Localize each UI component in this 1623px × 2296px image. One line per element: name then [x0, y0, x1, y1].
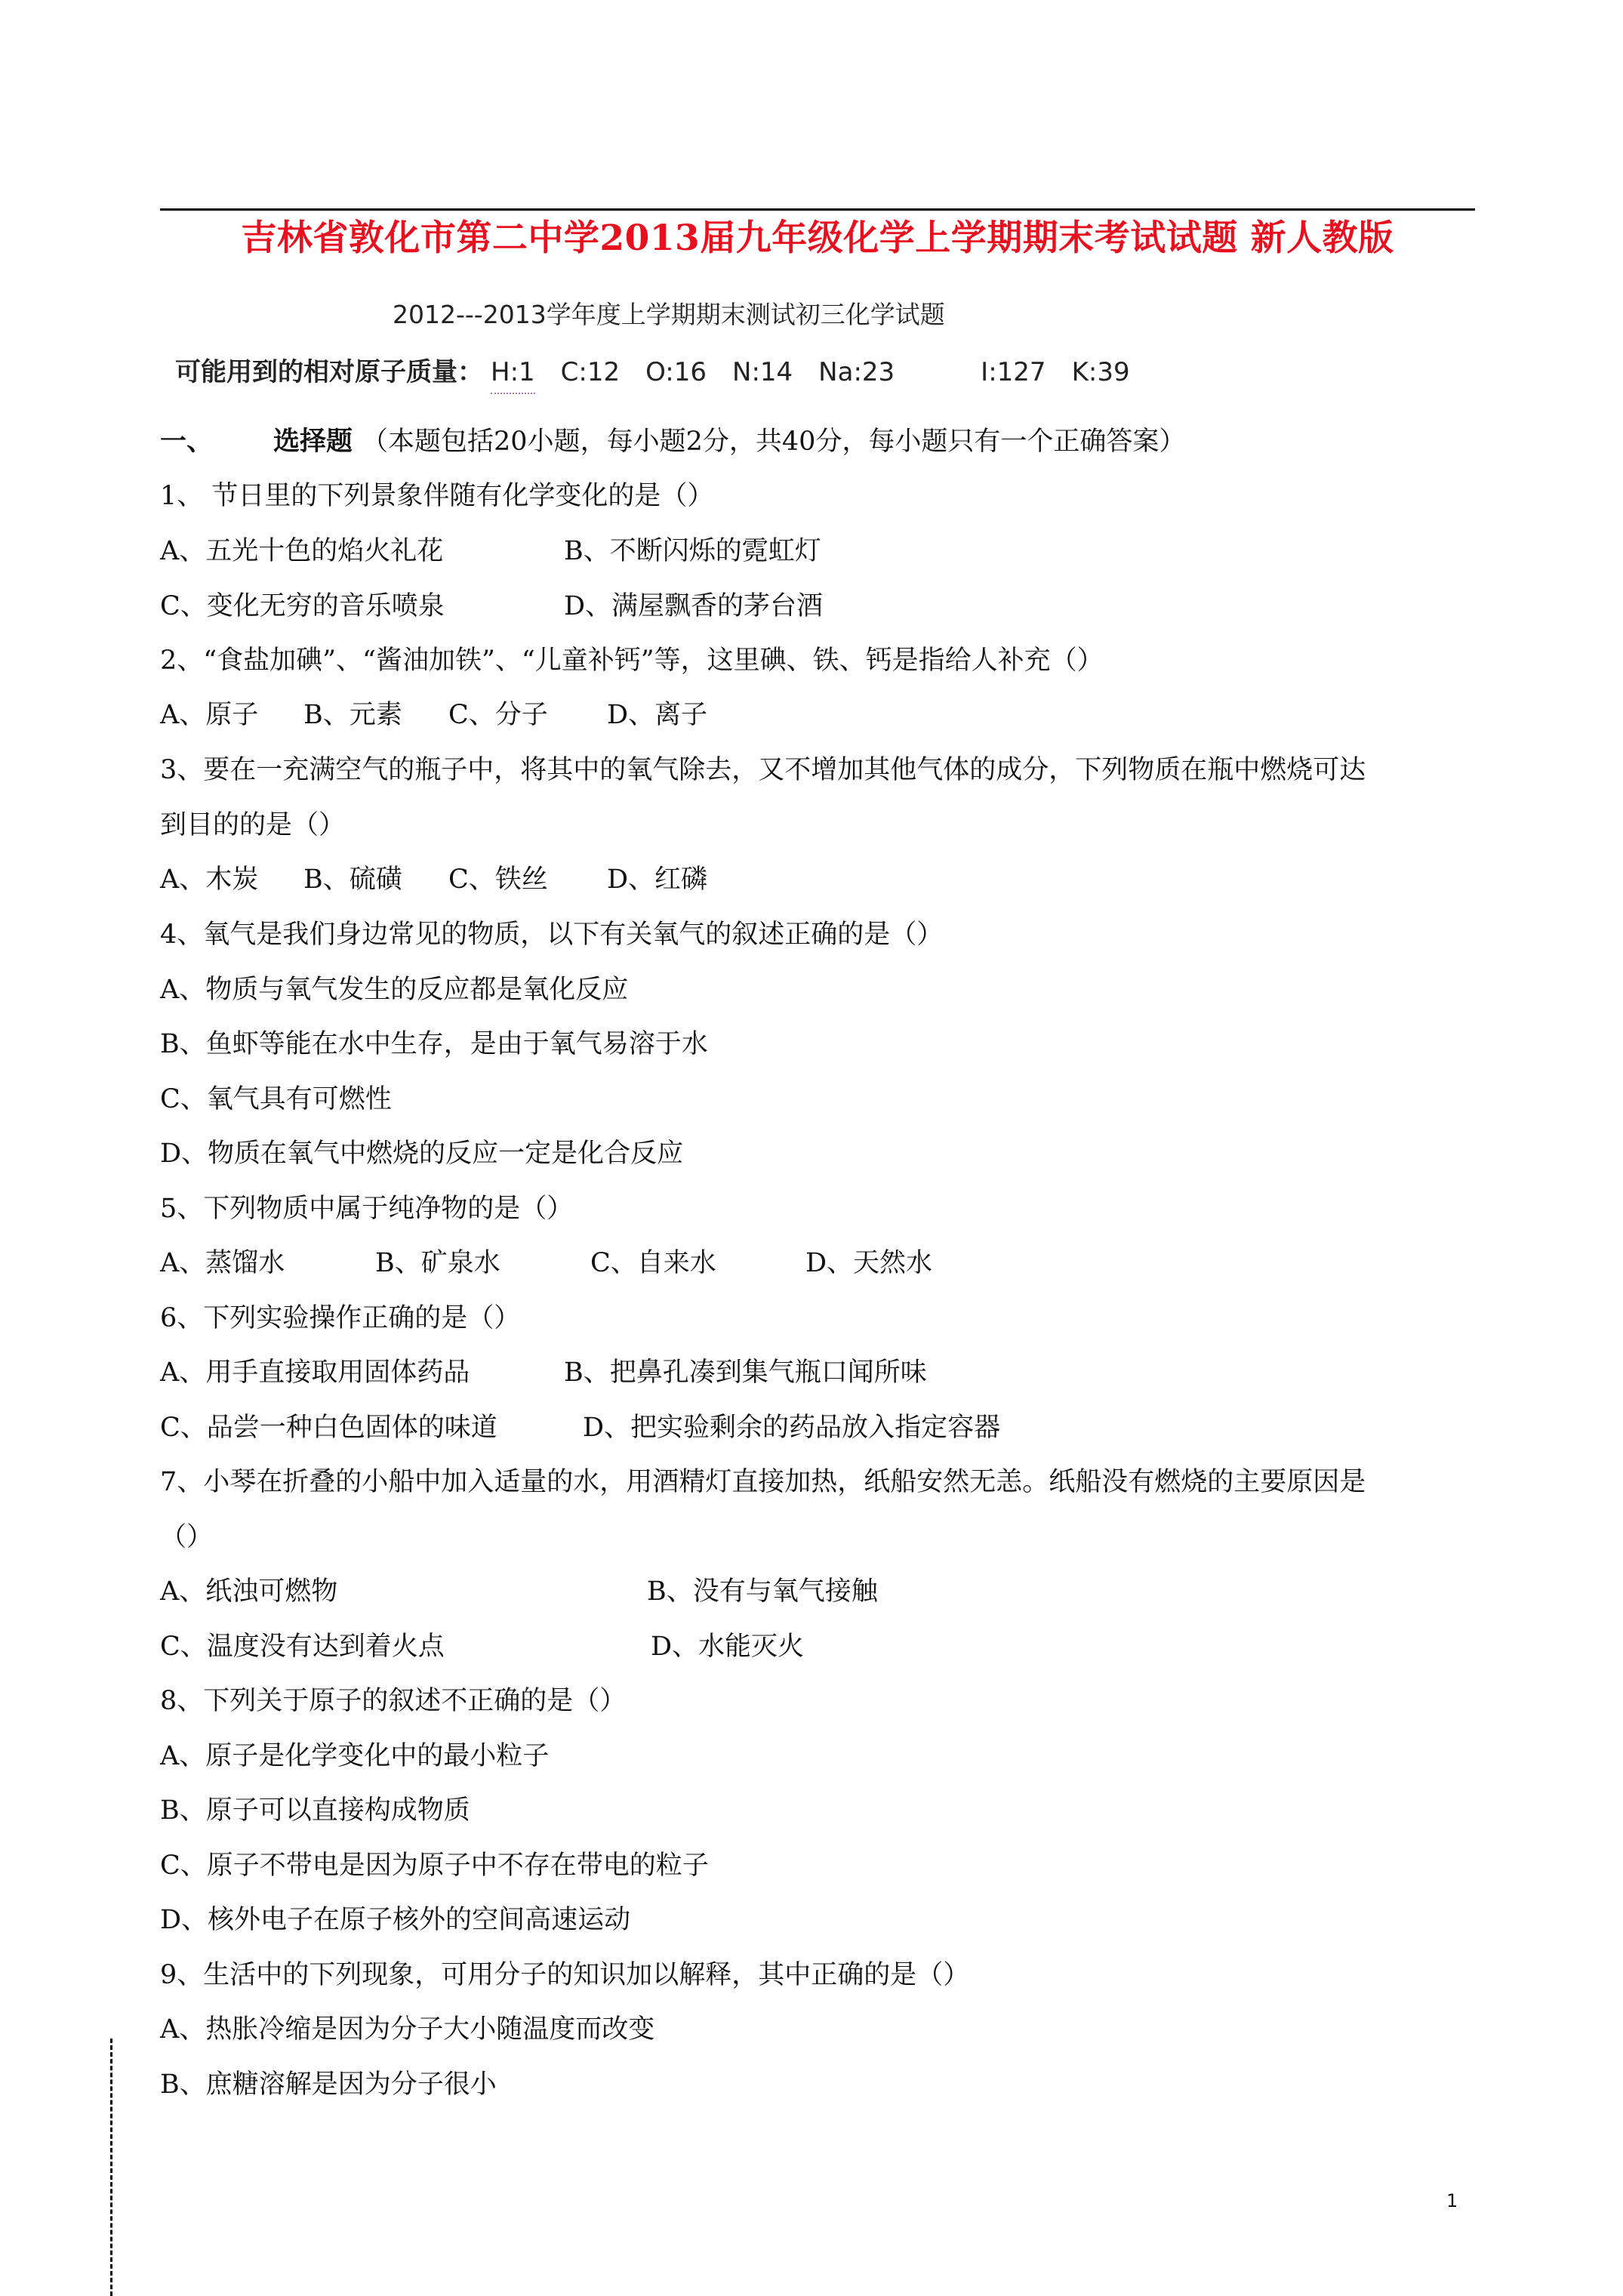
option-c: C、氧气具有可燃性 [160, 1084, 392, 1114]
option-c: C、分子 [448, 700, 548, 730]
option-a: A、木炭 [160, 864, 259, 895]
question-options-row [160, 1409, 1000, 1447]
question-stem-3-continued: 到目的的是（） [160, 810, 346, 840]
option-b: B、鱼虾等能在水中生存，是由于氧气易溶于水 [160, 1029, 708, 1059]
atomic-mass-o: O:16 [645, 357, 707, 387]
option-b: B、庶糖溶解是因为分子很小 [160, 2069, 497, 2100]
question-stem-9: 9、生活中的下列现象，可用分子的知识加以解释，其中正确的是（） [160, 1960, 970, 1990]
section-number: 一、 [160, 426, 214, 457]
question-options-row [160, 1628, 804, 1666]
option-a: A、纸浊可燃物 [160, 1576, 338, 1607]
section-instructions: （本题包括20小题，每小题2分，共40分，每小题只有一个正确答案） [362, 427, 1186, 457]
option-d: D、红磷 [607, 864, 708, 895]
question-stem-2: 2、“食盐加碘”、“酱油加铁”、“儿童补钙”等，这里碘、铁、钙是指给人补充（） [160, 646, 1104, 676]
atomic-mass-line [175, 352, 1156, 394]
option-a: A、蒸馏水 [160, 1248, 285, 1278]
section-name: 选择题 [273, 426, 353, 457]
option-c: C、品尝一种白色固体的味道 [160, 1413, 497, 1443]
question-stem-3: 3、要在一充满空气的瓶子中，将其中的氧气除去，又不增加其他气体的成分，下列物质在瓶中燃烧可达 [160, 755, 1366, 785]
option-c: C、自来水 [590, 1248, 716, 1278]
option-d: D、满屋飘香的茅台酒 [564, 591, 824, 621]
question-stem-4: 4、氧气是我们身边常见的物质，以下有关氧气的叙述正确的是（） [160, 920, 944, 950]
option-d: D、核外电子在原子核外的空间高速运动 [160, 1905, 631, 1935]
option-c: C、温度没有达到着火点 [160, 1632, 445, 1662]
option-d: D、水能灭火 [651, 1632, 805, 1662]
document-title: 吉林省敦化市第二中学2013届九年级化学上学期期末考试试题 新人教版 [241, 217, 1394, 259]
option-a: A、物质与氧气发生的反应都是氧化反应 [160, 975, 629, 1005]
option-c: C、铁丝 [448, 864, 548, 895]
option-b: B、把鼻孔凑到集气瓶口闻所味 [564, 1358, 927, 1388]
question-stem-1: 1、 节日里的下列景象伴随有化学变化的是（） [160, 481, 714, 511]
option-a: A、原子 [160, 700, 259, 730]
atomic-mass-c: C:12 [560, 357, 621, 387]
question-stem-8: 8、下列关于原子的叙述不正确的是（） [160, 1686, 627, 1716]
option-c: C、变化无穷的音乐喷泉 [160, 591, 445, 621]
question-options-row [160, 1244, 932, 1282]
page-number: 1 [1446, 2190, 1458, 2211]
option-d: D、离子 [607, 700, 708, 730]
question-options-row [160, 1354, 927, 1391]
exam-title: 2012---2013学年度上学期期末测试初三化学试题 [393, 300, 945, 329]
question-options-row [160, 1573, 878, 1610]
question-stem-7-continued: （） [160, 1522, 214, 1552]
option-d: D、物质在氧气中燃烧的反应一定是化合反应 [160, 1139, 684, 1169]
option-b: B、硫磺 [303, 864, 402, 895]
question-stem-7: 7、小琴在折叠的小船中加入适量的水，用酒精灯直接加热，纸船安然无恙。纸船没有燃烧的主要原因是 [160, 1467, 1366, 1497]
header-rule [160, 208, 1475, 211]
question-options-row [160, 587, 823, 625]
question-stem-6: 6、下列实验操作正确的是（） [160, 1303, 521, 1333]
section-heading [160, 423, 1185, 461]
option-a: A、五光十色的焰火礼花 [160, 536, 444, 566]
option-c: C、原子不带电是因为原子中不存在带电的粒子 [160, 1851, 709, 1881]
binding-margin-dashed-line [110, 2039, 112, 2296]
atomic-mass-n: N:14 [732, 357, 793, 387]
atomic-mass-na: Na:23 [818, 357, 895, 387]
option-a: A、用手直接取用固体药品 [160, 1358, 470, 1388]
question-options-row [160, 696, 707, 734]
option-b: B、没有与氧气接触 [647, 1576, 878, 1607]
option-d: D、天然水 [805, 1248, 933, 1278]
atomic-mass-i: I:127 [981, 357, 1046, 387]
question-options-row [160, 861, 707, 898]
question-stem-5: 5、下列物质中属于纯净物的是（） [160, 1194, 574, 1224]
atomic-mass-k: K:39 [1071, 357, 1130, 387]
option-b: B、不断闪烁的霓虹灯 [564, 536, 821, 566]
option-b: B、原子可以直接构成物质 [160, 1795, 470, 1826]
option-b: B、矿泉水 [375, 1248, 500, 1278]
atomic-mass-h: H:1 [491, 352, 535, 394]
option-d: D、把实验剩余的药品放入指定容器 [583, 1413, 1001, 1443]
option-b: B、元素 [303, 700, 402, 730]
option-a: A、热胀冷缩是因为分子大小随温度而改变 [160, 2014, 655, 2045]
atomic-mass-label: 可能用到的相对原子质量： [175, 357, 483, 387]
option-a: A、原子是化学变化中的最小粒子 [160, 1741, 550, 1771]
question-options-row [160, 532, 821, 570]
